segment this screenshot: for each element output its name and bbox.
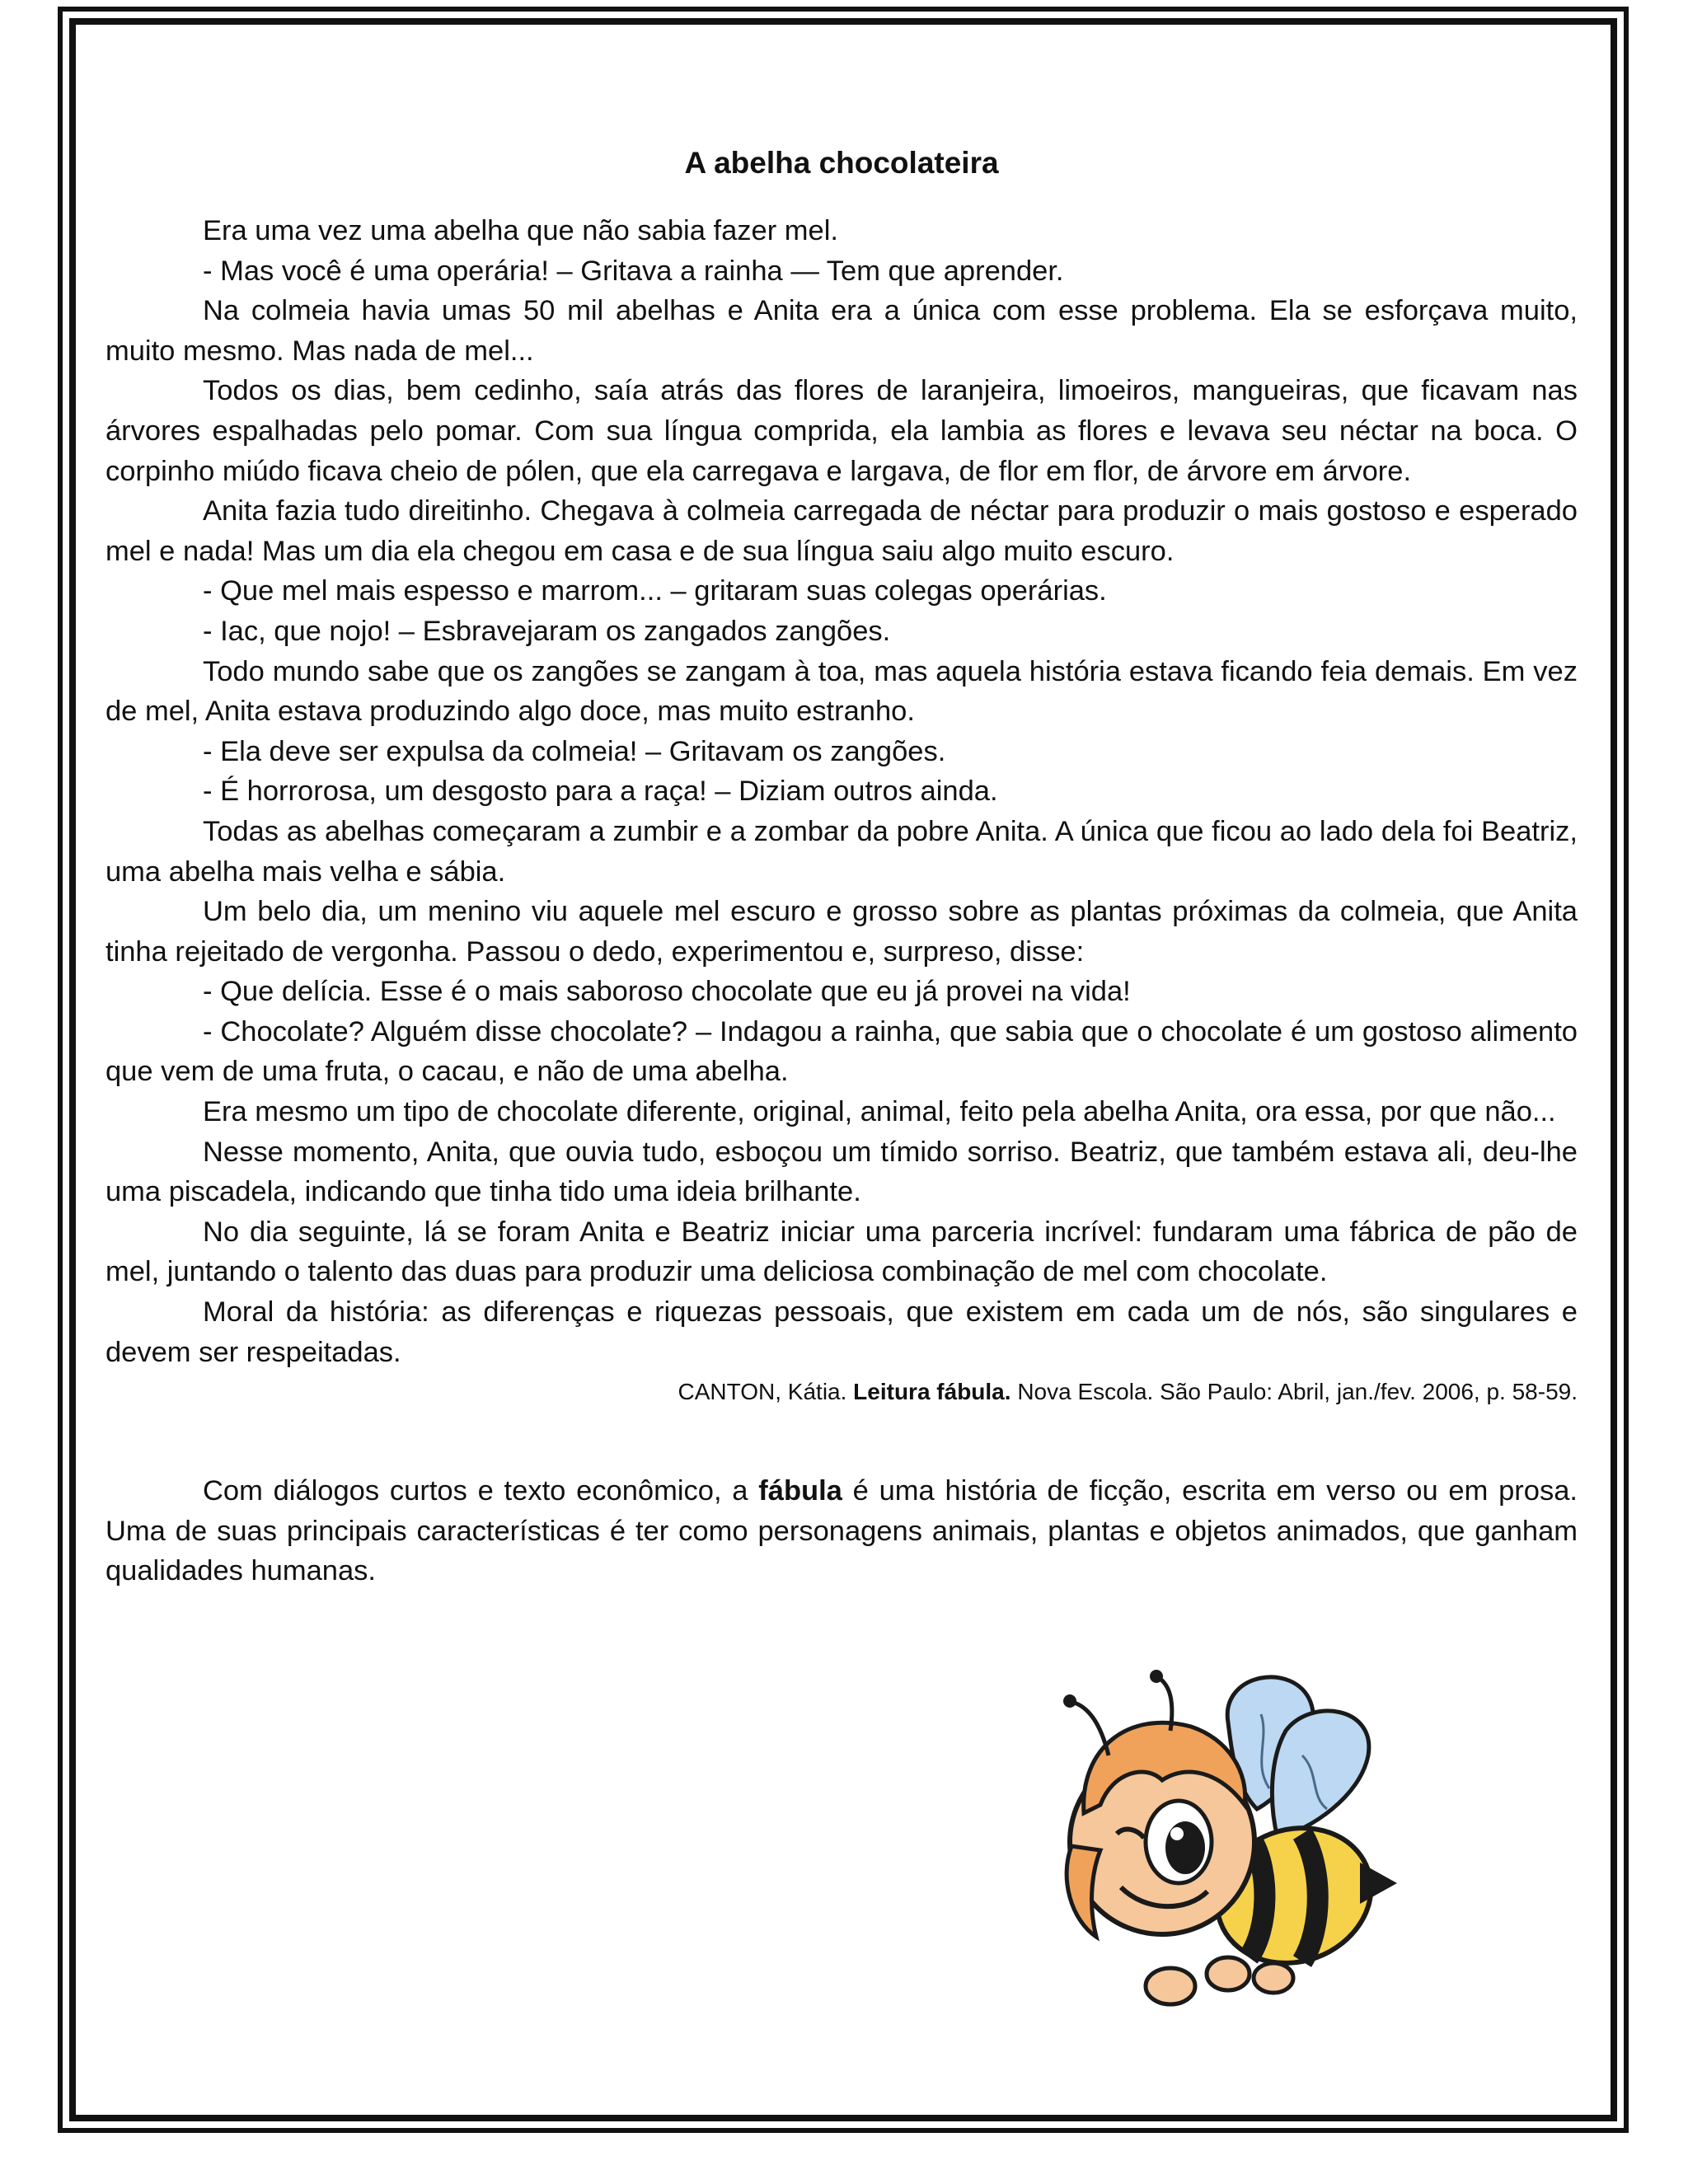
- definition-intro: Com diálogos curtos e texto econômico, a: [203, 1475, 759, 1507]
- story-paragraph: - Mas você é uma operária! – Gritava a rainha — Tem que aprender.: [203, 255, 1064, 287]
- citation-author: CANTON, Kátia.: [678, 1379, 854, 1405]
- story-paragraph: - Iac, que nojo! – Esbravejaram os zangados zangões.: [203, 615, 891, 647]
- story-paragraph: Todos os dias, bem cedinho, saía atrás das flores de laranjeira, limoeiros, mangueiras, que ficavam nas árvores espalhadas pelo pomar. Com sua língua comprida, ela lambia as flores e levava seu néctar na boca. O corpinho miúdo ficava cheio de pólen, que ela carregava e largava, de flor em flor, de árvore em árvore.: [106, 375, 1578, 487]
- bee-illustration: [1022, 1665, 1418, 2011]
- story-paragraph: - É horrorosa, um desgosto para a raça! – Diziam outros ainda.: [203, 776, 998, 808]
- definition-text: é uma história de ficção, escrita em verso ou em prosa. Uma de suas principais características é ter como personagens animais, plantas e objetos animados, que ganham qualidades humanas.: [106, 1475, 1578, 1587]
- source-citation: [106, 1372, 1578, 1412]
- citation-publication: Nova Escola. São Paulo: Abril, jan./fev. 2006, p. 58-59.: [1010, 1379, 1578, 1405]
- story-paragraph: - Que mel mais espesso e marrom... – gritaram suas colegas operárias.: [203, 575, 1107, 607]
- document-content: [106, 138, 1578, 1591]
- story-paragraph: No dia seguinte, lá se foram Anita e Beatriz iniciar uma parceria incrível: fundaram uma fábrica de pão de mel, juntando o talento das duas para produzir uma deliciosa combinação de mel com chocolate.: [106, 1216, 1578, 1288]
- citation-work-title: Leitura fábula.: [853, 1379, 1011, 1405]
- story-paragraph: Todo mundo sabe que os zangões se zangam à toa, mas aquela história estava ficando feia demais. Em vez de mel, Anita estava produzindo algo doce, mas muito estranho.: [106, 655, 1578, 728]
- story-paragraph: Na colmeia havia umas 50 mil abelhas e Anita era a única com esse problema. Ela se esforçava muito, muito mesmo. Mas nada de mel...: [106, 295, 1578, 367]
- story-title: A abelha chocolateira: [684, 146, 999, 180]
- story-paragraph: Nesse momento, Anita, que ouvia tudo, esboçou um tímido sorriso. Beatriz, que também estava ali, deu-lhe uma piscadela, indicando que tinha tido uma ideia brilhante.: [106, 1136, 1578, 1208]
- story-paragraph: Todas as abelhas começaram a zumbir e a zombar da pobre Anita. A única que ficou ao lado dela foi Beatriz, uma abelha mais velha e sábia.: [106, 815, 1578, 888]
- story-body: [106, 211, 1578, 1372]
- story-paragraph: Era mesmo um tipo de chocolate diferente, original, animal, feito pela abelha Anita, ora essa, por que não...: [203, 1096, 1556, 1128]
- story-paragraph: - Que delícia. Esse é o mais saboroso chocolate que eu já provei na vida!: [203, 976, 1131, 1008]
- definition-term: fábula: [758, 1475, 842, 1507]
- fable-definition: [106, 1471, 1578, 1591]
- story-paragraph: Era uma vez uma abelha que não sabia fazer mel.: [203, 215, 838, 246]
- story-paragraph: - Ela deve ser expulsa da colmeia! – Gritavam os zangões.: [203, 735, 946, 767]
- story-moral: Moral da história: as diferenças e riquezas pessoais, que existem em cada um de nós, são singulares e devem ser respeitadas.: [106, 1296, 1578, 1368]
- story-paragraph: Anita fazia tudo direitinho. Chegava à colmeia carregada de néctar para produzir o mais gostoso e esperado mel e nada! Mas um dia ela chegou em casa e de sua língua saiu algo muito escuro.: [106, 495, 1578, 567]
- story-paragraph: - Chocolate? Alguém disse chocolate? – Indagou a rainha, que sabia que o chocolate é um gostoso alimento que vem de uma fruta, o cacau, e não de uma abelha.: [106, 1015, 1578, 1088]
- story-paragraph: Um belo dia, um menino viu aquele mel escuro e grosso sobre as plantas próximas da colmeia, que Anita tinha rejeitado de vergonha. Passou o dedo, experimentou e, surpreso, disse:: [106, 896, 1578, 968]
